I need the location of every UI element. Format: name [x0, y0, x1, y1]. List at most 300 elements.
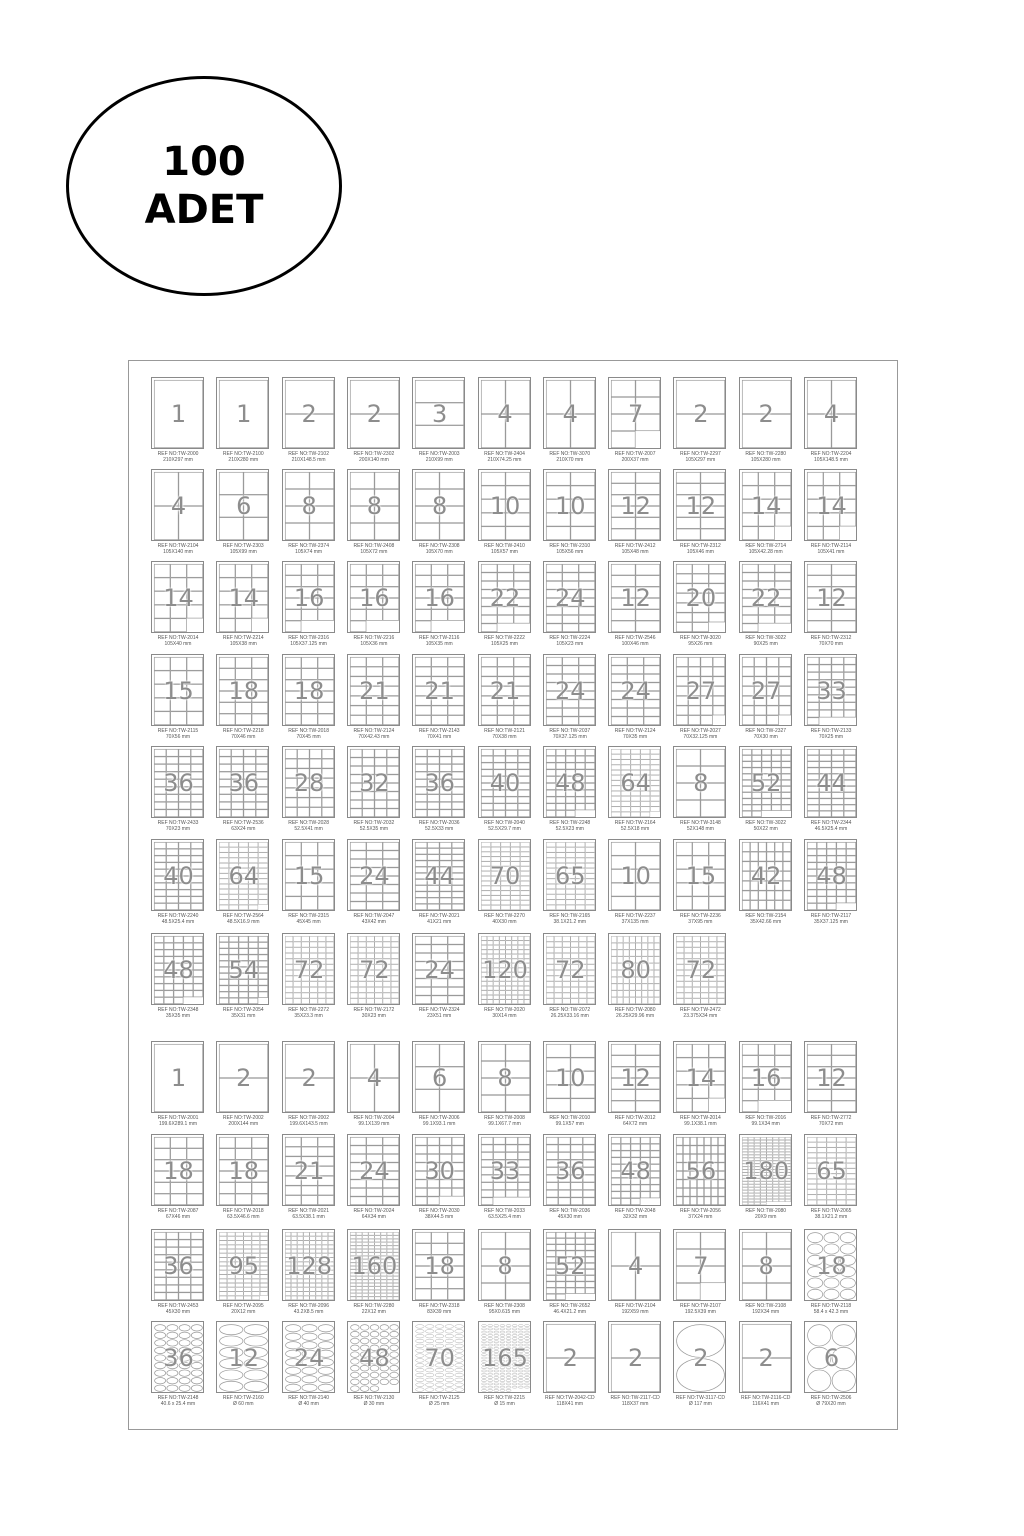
sheet-preview — [478, 654, 531, 726]
ref-code: REF NO:TW-2080 — [745, 1208, 787, 1214]
label-count: 14 — [163, 584, 194, 612]
label-count: 48 — [620, 1157, 651, 1185]
label-count: 4 — [366, 1064, 383, 1092]
sheet-reference — [212, 1007, 274, 1019]
sheet-preview — [282, 1041, 335, 1113]
label-count: 160 — [351, 1252, 398, 1280]
label-count: 4 — [170, 492, 187, 520]
sheet-preview — [282, 839, 335, 911]
sheet-reference — [800, 1395, 862, 1407]
ref-code: REF NO:TW-2154 — [745, 913, 787, 919]
sheet-reference — [604, 913, 666, 925]
label-count: 28 — [293, 769, 325, 797]
label-size: 41X21 mm — [427, 919, 452, 925]
label-size: 35X23.3 mm — [294, 1013, 323, 1019]
sheet-preview — [151, 839, 204, 911]
sheet-reference — [408, 1395, 470, 1407]
label-count: 22 — [750, 584, 782, 612]
label-size: 105X297 mm — [685, 457, 716, 463]
sheet-preview — [478, 1041, 531, 1113]
label-count: 6 — [432, 1064, 448, 1092]
label-size: 210X148.5 mm — [291, 457, 326, 463]
label-count: 65 — [555, 862, 586, 890]
ref-code: REF NO:TW-2164 — [614, 820, 656, 826]
label-size: 70X46 mm — [231, 734, 256, 740]
ref-code: REF NO:TW-2040 — [484, 820, 525, 826]
label-count: 12 — [620, 584, 651, 612]
ref-code: REF NO:TW-2374 — [288, 543, 329, 549]
sheet-reference — [147, 1303, 209, 1315]
label-size: 30X23 mm — [361, 1013, 386, 1019]
ref-code: REF NO:TW-2124 — [353, 728, 395, 734]
label-size: 32X32 mm — [623, 1214, 648, 1220]
sheet-preview — [673, 746, 726, 818]
sheet-preview — [347, 933, 400, 1005]
label-size: 105X46 mm — [686, 549, 714, 555]
label-size: 99.1X38.1 mm — [684, 1121, 717, 1127]
label-size: 83X39 mm — [427, 1309, 452, 1315]
label-size: 64X72 mm — [623, 1121, 648, 1127]
label-count: 2 — [301, 400, 317, 428]
ref-code: REF NO:TW-2016 — [745, 1115, 787, 1121]
label-count: 48 — [555, 769, 586, 797]
ref-code: REF NO:TW-2121 — [484, 728, 525, 734]
quantity-badge — [66, 76, 342, 296]
sheet-reference — [474, 1115, 536, 1127]
sheet-reference — [278, 543, 340, 555]
ref-code: REF NO:TW-2410 — [484, 543, 525, 549]
badge-unit: ADET — [144, 187, 264, 233]
label-size: 105X40 mm — [164, 641, 192, 647]
sheet-reference — [343, 913, 405, 925]
sheet-preview — [412, 1321, 465, 1393]
ref-code: REF NO:TW-2316 — [288, 635, 329, 641]
sheet-reference — [212, 1208, 274, 1220]
sheet-reference — [539, 820, 601, 832]
ref-code: REF NO:TW-2037 — [549, 728, 591, 734]
sheet-preview — [282, 1321, 335, 1393]
sheet-reference — [800, 1115, 862, 1127]
label-size: 43.2X8.5 mm — [293, 1309, 324, 1315]
ref-code: REF NO:TW-2218 — [222, 728, 264, 734]
sheet-preview — [282, 1134, 335, 1206]
label-size: 210X70 mm — [556, 457, 584, 463]
label-size: 38.1X21.2 mm — [814, 1214, 848, 1220]
label-count: 65 — [816, 1157, 847, 1185]
ref-code: REF NO:TW-2160 — [222, 1395, 264, 1401]
sheet-preview — [412, 469, 465, 541]
sheet-reference — [343, 820, 405, 832]
sheet-preview — [608, 654, 661, 726]
label-count: 12 — [816, 1064, 847, 1092]
label-size: 210X74.25 mm — [487, 457, 522, 463]
sheet-reference — [147, 1208, 209, 1220]
label-count: 128 — [286, 1252, 332, 1280]
label-count: 24 — [293, 1344, 325, 1372]
label-count: 52 — [750, 769, 782, 797]
sheet-preview — [608, 746, 661, 818]
ref-code: REF NO:TW-2104 — [614, 1303, 656, 1309]
sheet-reference — [800, 913, 862, 925]
sheet-preview — [151, 1229, 204, 1301]
sheet-preview — [478, 1229, 531, 1301]
sheet-preview — [151, 561, 204, 633]
sheet-preview — [478, 1134, 531, 1206]
ref-code: REF NO:TW-2222 — [484, 635, 525, 641]
ref-code: REF NO:TW-2303 — [222, 543, 264, 549]
ref-code: REF NO:TW-3117-CD — [675, 1395, 726, 1401]
ref-code: REF NO:TW-2536 — [222, 820, 264, 826]
ref-code: REF NO:TW-2003 — [418, 451, 460, 457]
sheet-reference — [408, 635, 470, 647]
sheet-preview — [347, 654, 400, 726]
label-count: 14 — [816, 492, 847, 520]
label-count: 40 — [163, 862, 194, 890]
label-count: 10 — [620, 862, 651, 890]
sheet-reference — [539, 635, 601, 647]
sheet-preview — [543, 1321, 596, 1393]
label-count: 1 — [170, 400, 187, 428]
sheet-reference — [474, 820, 536, 832]
ref-code: REF NO:TW-2140 — [288, 1395, 329, 1401]
sheet-preview — [216, 1041, 269, 1113]
sheet-preview — [543, 469, 596, 541]
label-count: 27 — [685, 677, 717, 705]
sheet-reference — [147, 451, 209, 463]
label-count: 6 — [823, 1344, 840, 1372]
sheet-preview — [543, 561, 596, 633]
label-count: 95 — [228, 1252, 260, 1280]
sheet-reference — [474, 1395, 536, 1407]
sheet-reference — [212, 728, 274, 740]
ref-code: REF NO:TW-2107 — [680, 1303, 721, 1309]
label-size: 37X24 mm — [688, 1214, 713, 1220]
sheet-reference — [800, 728, 862, 740]
ref-code: REF NO:TW-2564 — [222, 913, 264, 919]
label-size: 95X26 mm — [688, 641, 713, 647]
label-count: 4 — [823, 400, 840, 428]
label-size: 99.1X34 mm — [751, 1121, 780, 1127]
sheet-preview — [282, 1229, 335, 1301]
ref-code: REF NO:TW-2095 — [222, 1303, 264, 1309]
sheet-reference — [212, 1303, 274, 1315]
label-size: 70X72 mm — [818, 1121, 844, 1127]
label-size: 46.4X21.2 mm — [553, 1309, 587, 1315]
ref-code: REF NO:TW-2036 — [549, 1208, 591, 1214]
label-size: 67X46 mm — [165, 1214, 191, 1220]
label-count: 21 — [359, 677, 390, 705]
label-count: 12 — [816, 584, 847, 612]
sheet-reference — [735, 1115, 797, 1127]
sheet-reference — [669, 1115, 731, 1127]
sheet-reference — [474, 728, 536, 740]
sheet-preview — [608, 1229, 661, 1301]
label-count: 8 — [693, 769, 709, 797]
label-count: 16 — [424, 584, 455, 612]
label-count: 42 — [750, 862, 782, 890]
label-size: 63X24 mm — [231, 826, 256, 832]
ref-code: REF NO:TW-2130 — [353, 1395, 395, 1401]
ref-code: REF NO:TW-2108 — [745, 1303, 787, 1309]
label-size: 35X31 mm — [231, 1013, 256, 1019]
sheet-reference — [669, 543, 731, 555]
label-size: Ø 25 mm — [428, 1401, 450, 1407]
sheet-reference — [343, 1007, 405, 1019]
label-count: 8 — [366, 492, 383, 520]
label-size: 192X34 mm — [752, 1309, 780, 1315]
sheet-preview — [804, 1229, 857, 1301]
ref-code: REF NO:TW-2104 — [157, 543, 199, 549]
label-size: 105X25 mm — [491, 641, 518, 647]
label-size: 99.1X93.1 mm — [422, 1121, 456, 1127]
sheet-reference — [604, 1395, 666, 1407]
ref-code: REF NO:TW-2087 — [157, 1208, 199, 1214]
sheet-preview — [151, 933, 204, 1005]
label-size: 105X57 mm — [491, 549, 518, 555]
sheet-reference — [408, 451, 470, 463]
ref-code: REF NO:TW-2047 — [353, 913, 395, 919]
sheet-preview — [216, 1134, 269, 1206]
sheet-reference — [735, 1395, 797, 1407]
label-count: 33 — [489, 1157, 521, 1185]
sheet-preview — [608, 933, 661, 1005]
ref-code: REF NO:TW-2096 — [288, 1303, 329, 1309]
label-count: 24 — [359, 1157, 390, 1185]
sheet-preview — [543, 933, 596, 1005]
ref-code: REF NO:TW-2297 — [680, 451, 721, 457]
label-size: 210X297 mm — [163, 457, 193, 463]
ref-code: REF NO:TW-2714 — [745, 543, 787, 549]
label-size: 116X41 mm — [752, 1401, 779, 1407]
sheet-preview — [347, 377, 400, 449]
sheet-reference — [278, 820, 340, 832]
sheet-preview — [739, 1041, 792, 1113]
label-count: 24 — [555, 584, 586, 612]
ref-code: REF NO:TW-2020 — [484, 1007, 525, 1013]
sheet-preview — [608, 561, 661, 633]
sheet-reference — [147, 728, 209, 740]
sheet-preview — [673, 654, 726, 726]
label-count: 12 — [228, 1344, 260, 1372]
ref-code: REF NO:TW-2216 — [353, 635, 395, 641]
label-size: 192.5X39 mm — [684, 1309, 716, 1315]
sheet-reference — [212, 1395, 274, 1407]
label-count: 64 — [620, 769, 651, 797]
sheet-reference — [669, 451, 731, 463]
label-size: 70X38 mm — [492, 734, 517, 740]
label-count: 27 — [750, 677, 782, 705]
label-size: 46.5X25.4 mm — [814, 826, 848, 832]
label-size: 64X34 mm — [361, 1214, 386, 1220]
sheet-reference — [735, 543, 797, 555]
sheet-reference — [669, 1208, 731, 1220]
sheet-reference — [147, 543, 209, 555]
label-size: Ø 60 mm — [233, 1401, 254, 1407]
sheet-reference — [278, 913, 340, 925]
sheet-preview — [412, 377, 465, 449]
sheet-reference — [474, 1303, 536, 1315]
label-size: 99.1X57 mm — [555, 1121, 584, 1127]
label-count: 24 — [424, 956, 455, 984]
label-size: 199.6X143.5 mm — [289, 1121, 328, 1127]
sheet-reference — [408, 820, 470, 832]
ref-code: REF NO:TW-2506 — [810, 1395, 852, 1401]
label-size: 105X36 mm — [360, 641, 388, 647]
sheet-preview — [739, 839, 792, 911]
label-size: Ø 15 mm — [494, 1401, 515, 1407]
label-size: 52.5X23 mm — [555, 826, 584, 832]
sheet-preview — [673, 1134, 726, 1206]
sheet-reference — [604, 543, 666, 555]
ref-code: REF NO:TW-3022 — [745, 820, 787, 826]
label-size: 70X70 mm — [818, 641, 844, 647]
sheet-preview — [673, 469, 726, 541]
label-count: 72 — [685, 956, 717, 984]
sheet-reference — [604, 820, 666, 832]
sheet-reference — [669, 1303, 731, 1315]
sheet-preview — [478, 561, 531, 633]
sheet-reference — [408, 1303, 470, 1315]
sheet-preview — [608, 1321, 661, 1393]
ref-code: REF NO:TW-2324 — [418, 1007, 460, 1013]
sheet-reference — [669, 728, 731, 740]
ref-code: REF NO:TW-2056 — [680, 1208, 721, 1214]
label-size: 70X23 mm — [165, 826, 191, 832]
label-size: 105X35 mm — [425, 641, 453, 647]
sheet-reference — [278, 1115, 340, 1127]
label-size: 105X42.28 mm — [748, 549, 783, 555]
sheet-preview — [804, 654, 857, 726]
label-count: 2 — [301, 1064, 317, 1092]
label-size: 105X23 mm — [556, 641, 584, 647]
label-count: 2 — [366, 400, 383, 428]
label-size: 200X144 mm — [228, 1121, 259, 1127]
label-size: 118X37 mm — [621, 1401, 649, 1407]
label-count: 30 — [424, 1157, 455, 1185]
label-size: 23X51 mm — [427, 1013, 452, 1019]
label-count: 8 — [301, 492, 317, 520]
sheet-preview — [478, 377, 531, 449]
sheet-reference — [604, 451, 666, 463]
label-size: 26.25X29.96 mm — [616, 1013, 655, 1019]
sheet-preview — [216, 746, 269, 818]
sheet-reference — [343, 635, 405, 647]
label-count: 7 — [693, 1252, 709, 1280]
ref-code: REF NO:TW-2270 — [484, 913, 525, 919]
label-count: 6 — [236, 492, 252, 520]
sheet-reference — [408, 913, 470, 925]
sheet-preview — [478, 839, 531, 911]
label-count: 44 — [816, 769, 847, 797]
label-size: 95X0.615 mm — [488, 1309, 521, 1315]
label-size: 70X41 mm — [427, 734, 452, 740]
label-size: 45X45 mm — [296, 919, 321, 925]
ref-code: REF NO:TW-2133 — [810, 728, 852, 734]
ref-code: REF NO:TW-2000 — [157, 451, 199, 457]
sheet-preview — [804, 377, 857, 449]
label-size: 118X41 mm — [556, 1401, 584, 1407]
ref-code: REF NO:TW-2408 — [353, 543, 395, 549]
sheet-preview — [478, 469, 531, 541]
sheet-reference — [343, 1303, 405, 1315]
label-count: 18 — [228, 1157, 260, 1185]
ref-code: REF NO:TW-2148 — [157, 1395, 199, 1401]
ref-code: REF NO:TW-3022 — [745, 635, 787, 641]
label-size: 70X25 mm — [818, 734, 844, 740]
sheet-reference — [800, 1208, 862, 1220]
label-count: 10 — [489, 492, 521, 520]
sheet-preview — [478, 746, 531, 818]
ref-code: REF NO:TW-2114 — [810, 543, 852, 549]
label-size: 70X30 mm — [753, 734, 778, 740]
sheet-preview — [673, 377, 726, 449]
label-count: 2 — [562, 1344, 578, 1372]
label-count: 16 — [293, 584, 325, 612]
sheet-preview — [151, 746, 204, 818]
label-count: 2 — [693, 400, 709, 428]
ref-code: REF NO:TW-2315 — [288, 913, 329, 919]
label-size: 45X30 mm — [165, 1309, 191, 1315]
label-size: 58.4 x 42.3 mm — [813, 1309, 849, 1315]
label-count: 24 — [359, 862, 390, 890]
label-size: 105X148.5 mm — [814, 457, 848, 463]
label-size: 70X42.43 mm — [358, 734, 390, 740]
sheet-preview — [673, 1041, 726, 1113]
sheet-preview — [804, 469, 857, 541]
sheet-reference — [539, 451, 601, 463]
label-size: 105X70 mm — [425, 549, 453, 555]
label-size: 48.5X25.4 mm — [161, 919, 195, 925]
ref-code: REF NO:TW-2007 — [614, 451, 656, 457]
sheet-reference — [800, 543, 862, 555]
ref-code: REF NO:TW-2472 — [680, 1007, 721, 1013]
sheet-reference — [278, 1303, 340, 1315]
label-count: 18 — [293, 677, 325, 705]
label-size: 38.1X21.2 mm — [553, 919, 587, 925]
sheet-preview — [543, 654, 596, 726]
label-count: 36 — [424, 769, 455, 797]
ref-code: REF NO:TW-2002 — [288, 1115, 329, 1121]
ref-code: REF NO:TW-3148 — [680, 820, 721, 826]
label-count: 21 — [424, 677, 455, 705]
label-count: 70 — [424, 1344, 455, 1372]
sheet-reference — [147, 913, 209, 925]
label-size: 105X140 mm — [163, 549, 193, 555]
ref-code: REF NO:TW-2002 — [222, 1115, 264, 1121]
label-size: 105X41 mm — [817, 549, 845, 555]
ref-code: REF NO:TW-2042-CD — [544, 1395, 595, 1401]
label-size: 70X56 mm — [165, 734, 191, 740]
label-count: 4 — [562, 400, 578, 428]
ref-code: REF NO:TW-2032 — [353, 820, 395, 826]
ref-code: REF NO:TW-2280 — [353, 1303, 395, 1309]
sheet-preview — [739, 654, 792, 726]
label-count: 70 — [489, 862, 521, 890]
label-count: 12 — [620, 492, 651, 520]
sheet-reference — [539, 1303, 601, 1315]
label-count: 21 — [489, 677, 521, 705]
label-size: 200X37 mm — [621, 457, 649, 463]
sheet-preview — [282, 746, 335, 818]
sheet-reference — [212, 820, 274, 832]
sheet-reference — [278, 1395, 340, 1407]
label-count: 33 — [816, 677, 847, 705]
label-count: 8 — [497, 1064, 513, 1092]
ref-code: REF NO:TW-2006 — [418, 1115, 460, 1121]
label-size: 105X99 mm — [229, 549, 257, 555]
sheet-preview — [543, 839, 596, 911]
sheet-reference — [604, 1208, 666, 1220]
